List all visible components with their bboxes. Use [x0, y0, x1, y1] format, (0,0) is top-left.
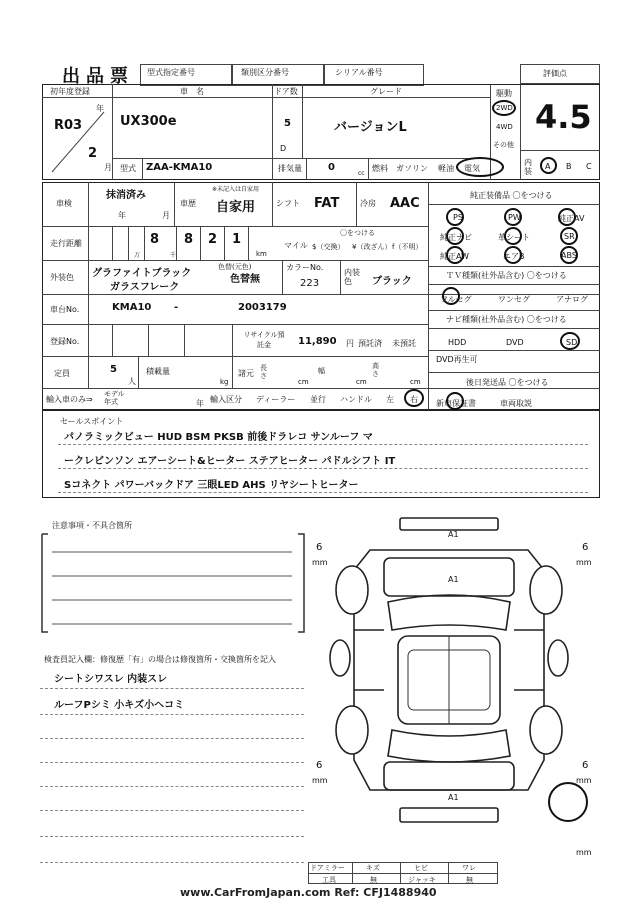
tire-depth-fr: 6 — [582, 542, 589, 553]
mileage-man: 万 — [134, 252, 141, 259]
inspection-label: 車検 — [56, 199, 72, 208]
type-cert-box: 型式指定番号 — [140, 64, 232, 86]
reg-label: 登録No. — [50, 337, 80, 346]
mileage-label: 走行距離 — [50, 239, 82, 248]
recycle-label: リサイクル預託金 — [243, 331, 285, 349]
dvd-playable: DVD再生可 — [436, 355, 478, 364]
ac-label: 冷房 — [360, 199, 376, 208]
tire-mm-rr: mm — [576, 776, 592, 785]
color-changed-label: 色替(元色) — [218, 263, 252, 271]
dims-height: 高さ — [372, 362, 379, 378]
navi-dvd: DVD — [506, 338, 524, 347]
doors-value: 5 — [284, 118, 291, 129]
interior-b: B — [566, 162, 572, 171]
fuel-electric-circle — [456, 157, 504, 177]
option-abs-circle — [560, 246, 578, 264]
dims-label: 諸元 — [238, 369, 254, 378]
option-leather-circle — [504, 227, 522, 245]
load-kg: kg — [220, 378, 229, 386]
notes-label: 注意事項・不具合箇所 — [52, 521, 132, 530]
doors-label: ドア数 — [274, 87, 298, 96]
chassis-prefix: KMA10 — [112, 302, 152, 313]
mileage-opt-unknown: f（不明） — [392, 243, 423, 251]
reg-month: 2 — [88, 146, 98, 161]
import-year: 年 — [196, 399, 204, 408]
displacement-label: 排気量 — [278, 164, 302, 173]
category-box: 類別区分番号 — [232, 64, 324, 86]
first-reg-label: 初年度登録 — [50, 87, 90, 96]
inspection-year: 年 — [118, 211, 126, 220]
color-label: 外装色 — [50, 273, 74, 282]
mileage-circle-note: 〇をつける — [340, 229, 375, 237]
mileage-digit-4: 1 — [232, 232, 242, 247]
fuel-light: 軽油 — [438, 164, 454, 173]
option-av-circle — [558, 208, 576, 226]
score-header: 評価点 — [520, 64, 600, 84]
color-line2: ガラスフレーク — [110, 282, 180, 293]
selling-point-line-1: パノラミックビュー HUD BSM PKSB 前後ドラレコ サンルーフ マ — [64, 432, 373, 443]
model-label: 車 名 — [180, 87, 204, 96]
navi-sd-circle — [560, 332, 580, 350]
notes-box — [38, 528, 308, 638]
tire-mm-fl: mm — [312, 558, 328, 567]
dims-length-cm: cm — [298, 378, 309, 386]
note-line-1: シートシワスレ 内装スレ — [54, 674, 168, 685]
tv-analog: アナログ — [556, 295, 588, 304]
tv-fullseg-circle — [442, 287, 460, 305]
score-stamp-circle — [548, 782, 588, 822]
note-line-2: ルーフPシミ 小キズ小ヘコミ — [54, 700, 185, 711]
shift-value: FAT — [314, 196, 340, 211]
grade-value: バージョンL — [334, 120, 407, 135]
capacity-value: 5 — [110, 364, 117, 375]
damage-mark-front: A1 — [448, 530, 459, 539]
handle-left: 左 — [386, 395, 394, 404]
fuel-gas: ガソリン — [396, 164, 428, 173]
type-value: ZAA-KMA10 — [146, 162, 213, 173]
aftermarket-warranty: 新車保証書 — [436, 399, 476, 408]
fuel-label: 燃料 — [372, 164, 388, 173]
legend-mirror: ドアミラー — [310, 864, 345, 872]
option-sr: SR — [564, 232, 575, 241]
mileage-digit-3: 2 — [208, 232, 218, 247]
tire-depth-rl: 6 — [316, 760, 323, 771]
reg-slash — [42, 97, 112, 180]
option-sr-circle — [560, 227, 578, 245]
chassis-number: 2003179 — [238, 302, 287, 313]
grade-label: グレード — [370, 87, 402, 96]
mileage-mile: マイル — [284, 241, 308, 250]
color-code-value: 223 — [300, 278, 320, 289]
import-parallel: 並行 — [310, 395, 326, 404]
color-line1: グラファイトブラック — [92, 268, 192, 279]
tv-title: ＴＶ種類(社外品含む) 〇をつける — [446, 271, 567, 280]
tire-depth-rr: 6 — [582, 760, 589, 771]
handle-right: 右 — [410, 395, 418, 404]
legend-scratch: キズ — [366, 864, 380, 872]
color-changed-value: 色替無 — [230, 274, 260, 285]
navi-hdd: HDD — [448, 338, 467, 347]
option-airbag-circle — [504, 246, 522, 264]
car-diagram — [318, 510, 580, 840]
option-navi: 純正ナビ — [440, 233, 472, 242]
inspection-value: 抹消済み — [106, 190, 146, 201]
import-dealer: ディーラー — [256, 395, 296, 404]
reg-year: R03 — [54, 118, 83, 133]
mileage-digit-1: 8 — [150, 232, 160, 247]
interior-color-label: 内装色 — [344, 268, 360, 286]
tire-mm-rl: mm — [312, 776, 328, 785]
capacity-unit: 人 — [128, 377, 136, 386]
ac-value: AAC — [390, 196, 420, 211]
recycle-deposited: 預託済 — [358, 339, 382, 348]
score-value: 4.5 — [535, 98, 592, 136]
legend-tools: 工具 — [322, 876, 336, 884]
option-aw: 純正AW — [440, 252, 469, 261]
tv-oneseg: ワンセグ — [498, 295, 530, 304]
mileage-km: km — [256, 250, 267, 258]
sheet-title: 出品票 — [62, 66, 134, 87]
tv-fullseg: フルセグ — [440, 295, 472, 304]
option-av: 純正AV — [558, 214, 585, 223]
type-label: 型式 — [120, 164, 136, 173]
drive-2wd-circle — [492, 100, 516, 116]
history-label: 車歴 — [180, 199, 196, 208]
option-pw-circle — [504, 208, 522, 226]
interior-a-circle — [540, 157, 557, 174]
model-value: UX300e — [120, 114, 177, 129]
drive-other: その他 — [493, 141, 514, 149]
mileage-sen: 千 — [170, 252, 177, 259]
interior-color-value: ブラック — [372, 276, 412, 287]
capacity-label: 定員 — [54, 369, 70, 378]
serial-box: シリアル番号 — [324, 64, 424, 86]
inspection-month: 月 — [162, 211, 170, 220]
selling-points-label: セールスポイント — [60, 417, 124, 426]
option-abs: ABS — [561, 251, 577, 260]
fuel-electric: 電気 — [464, 164, 480, 173]
color-code-label: カラーNo. — [286, 263, 324, 272]
aftermarket-manual: 車両取説 — [500, 399, 532, 408]
navi-sd: SD — [566, 338, 578, 347]
aftermarket-title: 後日発送品 〇をつける — [466, 378, 549, 387]
options-title: 純正装備品 〇をつける — [470, 191, 553, 200]
load-label: 積載量 — [146, 367, 170, 376]
selling-point-line-2: ークレビンソン エアーシート&ヒーター ステアヒーター パドルシフト IT — [64, 456, 396, 467]
mileage-opt-swap: $（交換） — [312, 243, 345, 251]
chassis-label: 車台No. — [50, 305, 80, 314]
recycle-undeposited: 未預託 — [392, 339, 416, 348]
drive-2wd: 2WD — [496, 104, 513, 112]
recycle-value: 11,890 — [298, 336, 337, 347]
shift-label: シフト — [276, 199, 300, 208]
import-model-year: モデル年式 — [104, 390, 125, 406]
legend-jack: ジャッキ — [408, 876, 436, 884]
mileage-digit-2: 8 — [184, 232, 194, 247]
import-label: 輸入車のみ⇒ — [46, 395, 93, 404]
doors-suffix: D — [280, 144, 287, 153]
dims-width-cm: cm — [356, 378, 367, 386]
tire-depth-fl: 6 — [316, 542, 323, 553]
damage-mark-hood: A1 — [448, 575, 459, 584]
aftermarket-warranty-circle — [446, 392, 464, 410]
dims-width: 幅 — [318, 367, 325, 375]
drive-4wd: 4WD — [496, 123, 513, 131]
option-ps-circle — [446, 208, 464, 226]
tire-mm-spare: mm — [576, 848, 592, 857]
option-navi-circle — [446, 227, 464, 245]
damage-mark-rear: A1 — [448, 793, 459, 802]
navi-title: ナビ種類(社外品含む) 〇をつける — [446, 315, 567, 324]
legend-tools-none: 無 — [370, 876, 377, 884]
import-category: 輸入区分 — [210, 395, 242, 404]
legend-crack: ヒビ — [414, 864, 428, 872]
cc-unit: cc — [358, 170, 365, 177]
selling-point-line-3: Sコネクト パワーバックドア 三眼LED AHS リヤシートヒーター — [64, 480, 359, 491]
import-handle: ハンドル — [340, 395, 372, 404]
history-note: ※未記入は自家用 — [212, 186, 260, 193]
tire-mm-fr: mm — [576, 558, 592, 567]
history-value: 自家用 — [216, 200, 256, 215]
legend-jack-none: 無 — [466, 876, 473, 884]
option-leather: 革シート — [498, 233, 530, 242]
option-pw: PW — [508, 213, 521, 222]
year-mark: 年 — [96, 104, 104, 113]
interior-c: C — [586, 162, 592, 171]
dims-height-cm: cm — [410, 378, 421, 386]
option-airbag: エアB — [503, 252, 525, 261]
recycle-yen: 円 — [346, 339, 354, 348]
drive-label: 駆動 — [496, 89, 512, 98]
option-ps: PS — [453, 213, 463, 222]
legend-break: ワレ — [462, 864, 476, 872]
chassis-dash: - — [174, 302, 179, 313]
handle-right-circle — [404, 389, 424, 407]
interior-grade-label: 内装 — [524, 158, 532, 176]
displacement-value: 0 — [328, 162, 335, 173]
watermark: www.CarFromJapan.com Ref: CFJ1488940 — [180, 886, 437, 899]
month-mark: 月 — [104, 163, 112, 172]
inspector-label: 検査員記入欄：修復歴「有」の場合は修復箇所・交換箇所を記入 — [44, 655, 276, 664]
dims-length: 長さ — [260, 364, 267, 380]
interior-a: A — [545, 162, 551, 171]
option-aw-circle — [446, 246, 464, 264]
mileage-opt-tamper: ¥（改ざん） — [352, 243, 392, 251]
